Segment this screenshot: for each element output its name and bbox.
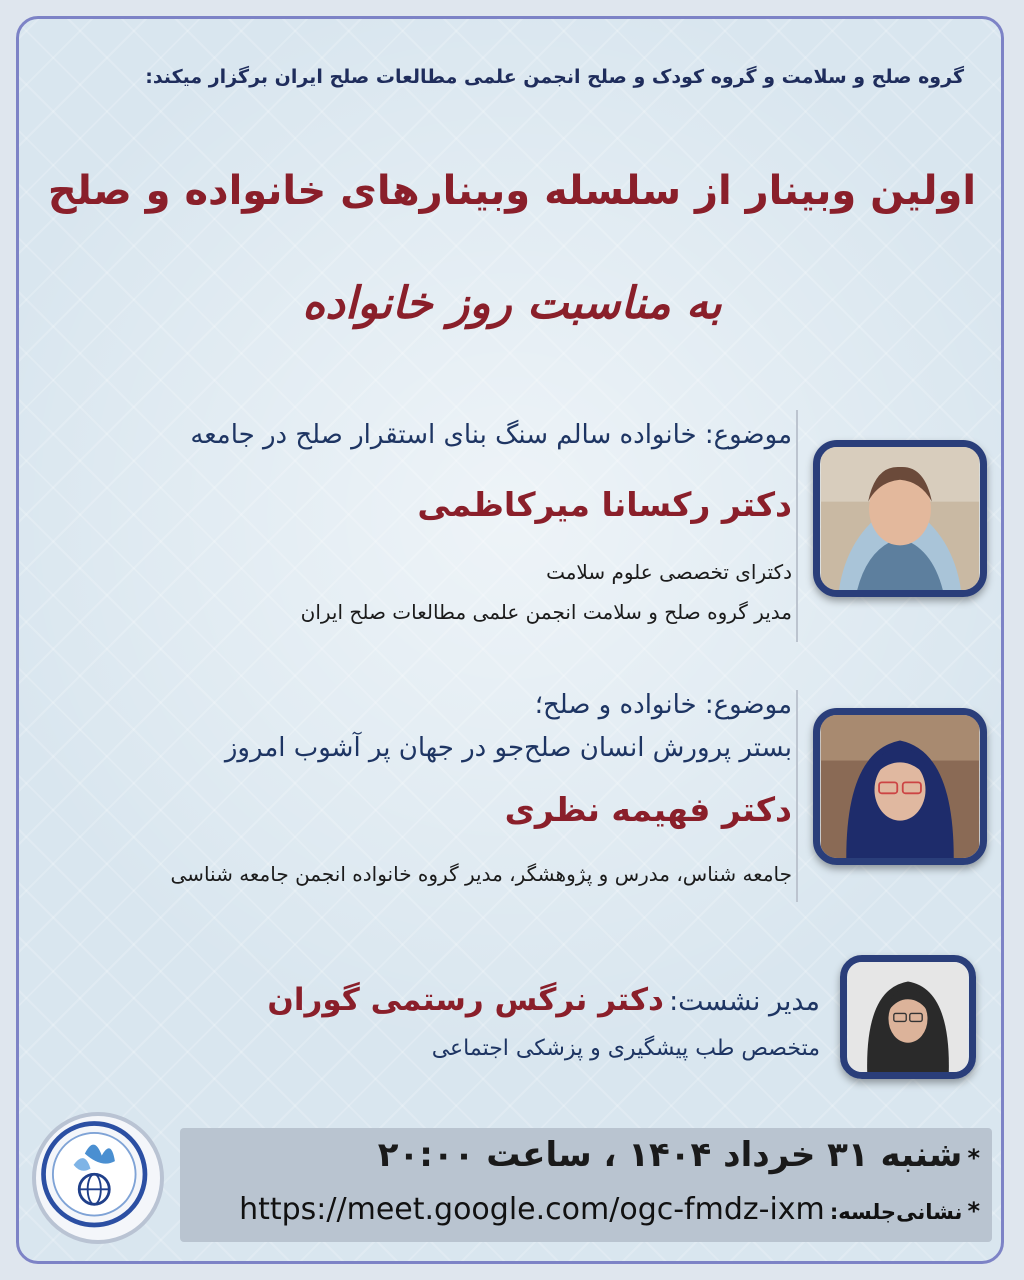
divider-speaker2 <box>796 690 798 902</box>
session-link-label: نشانی‌جلسه: <box>829 1200 963 1224</box>
association-logo <box>32 1112 164 1244</box>
speaker1-name: دکتر رکسانا میرکاظمی <box>417 485 792 524</box>
speaker1-portrait-icon <box>820 447 980 590</box>
session-date: شنبه ۳۱ خرداد ۱۴۰۴ ، ساعت ۲۰:۰۰ <box>377 1135 963 1175</box>
divider-speaker1 <box>796 410 798 642</box>
speaker2-portrait-icon <box>820 715 980 858</box>
session-link-row <box>180 1192 980 1227</box>
speaker1-topic: موضوع: خانواده سالم سنگ بنای استقرار صلح در جامعه <box>190 420 792 450</box>
bullet-star-icon-2: * <box>967 1197 980 1225</box>
moderator-heading <box>220 982 820 1018</box>
moderator-label: مدیر نشست: <box>669 986 820 1017</box>
peace-dove-globe-icon <box>36 1116 160 1240</box>
moderator-portrait-icon <box>847 962 969 1072</box>
moderator-desc: متخصص طب پیشگیری و پزشکی اجتماعی <box>431 1036 820 1061</box>
speaker2-photo <box>813 708 987 865</box>
speaker2-name: دکتر فهیمه نظری <box>504 790 792 829</box>
speaker2-topic-line1: موضوع: خانواده و صلح؛ <box>534 690 792 720</box>
speaker1-photo <box>813 440 987 597</box>
organizers-line: گروه صلح و سلامت و گروه کودک و صلح انجمن علمی مطالعات صلح ایران برگزار میکند: <box>145 66 964 88</box>
session-link[interactable]: https://meet.google.com/ogc-fmdz-ixm <box>239 1192 825 1227</box>
speaker2-topic-line2: بستر پرورش انسان صلح‌جو در جهان پر آشوب امروز <box>224 733 792 763</box>
subtitle: به مناسبت روز خانواده <box>302 278 722 329</box>
bullet-star-icon: * <box>967 1144 980 1172</box>
speaker2-desc: جامعه شناس، مدرس و پژوهشگر، مدیر گروه خانواده انجمن جامعه شناسی <box>170 862 792 886</box>
speaker1-desc2: مدیر گروه صلح و سلامت انجمن علمی مطالعات صلح ایران <box>300 600 792 624</box>
main-title: اولین وبینار از سلسله وبینارهای خانواده و صلح <box>47 168 977 214</box>
session-date-row <box>280 1135 980 1175</box>
moderator-name: دکتر نرگس رستمی گوران <box>267 982 664 1018</box>
moderator-photo <box>840 955 976 1079</box>
speaker1-desc1: دکترای تخصصی علوم سلامت <box>546 560 792 584</box>
